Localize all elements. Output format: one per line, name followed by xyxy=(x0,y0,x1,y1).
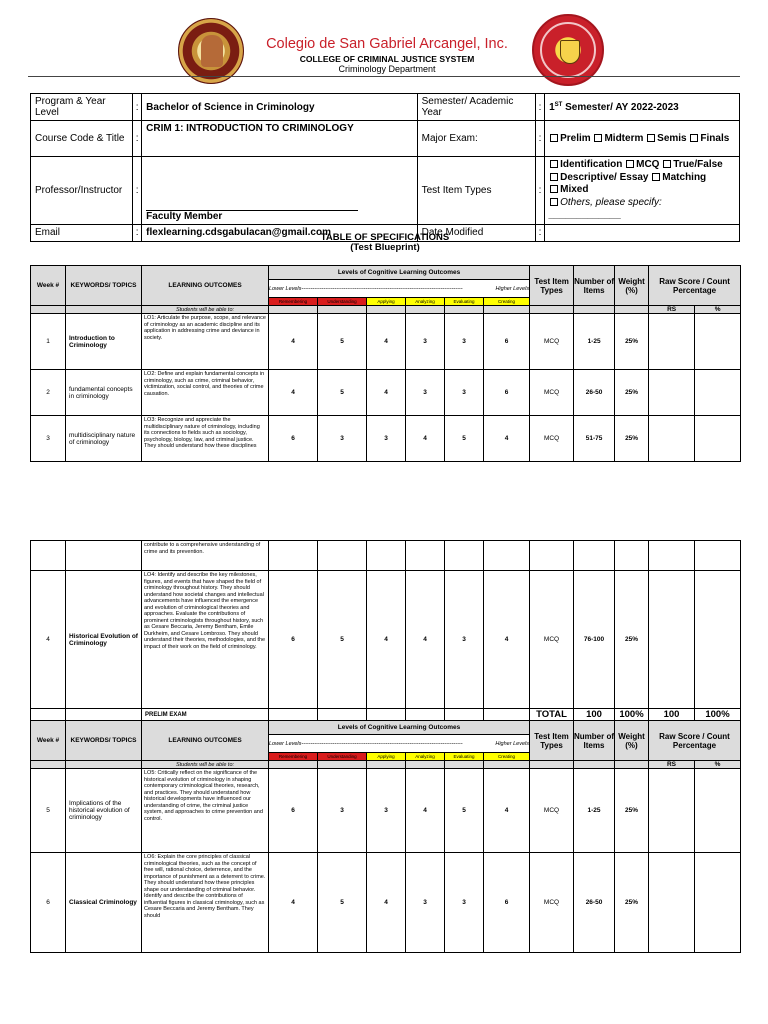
weight-cell: 25% xyxy=(615,370,649,416)
outcomes-header: LEARNING OUTCOMES xyxy=(142,266,269,306)
items-cell: 26-50 xyxy=(574,370,615,416)
level-value-cell: 5 xyxy=(318,314,367,370)
topic-cell: Implications of the historical evolution of criminology xyxy=(66,769,142,853)
items-cell xyxy=(574,541,615,571)
level-value-cell: 4 xyxy=(406,571,445,709)
rs-cell xyxy=(649,853,695,953)
total-weight: 100% xyxy=(615,709,649,721)
item-type-cell: MCQ xyxy=(530,769,574,853)
items-cell: 51-75 xyxy=(574,416,615,462)
outcome-cell: LO2: Define and explain fundamental concepts in criminology, such as crime, criminal behavior, victimization, social control, and theories of crime causation. xyxy=(142,370,269,416)
level-value-cell: 3 xyxy=(445,370,484,416)
level-value-cell: 5 xyxy=(318,370,367,416)
pct-cell xyxy=(695,769,741,853)
level-value-cell: 5 xyxy=(318,571,367,709)
rs-header: RS xyxy=(649,761,695,769)
level-value-cell: 4 xyxy=(406,769,445,853)
level-value-cell xyxy=(269,541,318,571)
week-cell: 5 xyxy=(31,769,66,853)
table-row xyxy=(31,769,741,853)
tos-table-page1 xyxy=(30,265,741,462)
outcome-cell: LO1: Articulate the purpose, scope, and relevance of criminology as an academic discipline and its application in addressing crime and deviance in society. xyxy=(142,314,269,370)
semester-value: 1ST Semester/ AY 2022-2023 xyxy=(545,94,740,121)
weight-cell: 25% xyxy=(615,571,649,709)
level-value-cell: 4 xyxy=(269,314,318,370)
outcome-cell: LO3: Recognize and appreciate the multidisciplinary nature of criminology, including its connections to fields such as sociology, psychology, biology, law, and criminal justice. They should understand how these disciplines xyxy=(142,416,269,462)
level-value-cell: 4 xyxy=(484,769,530,853)
level-understanding: Understanding xyxy=(318,753,367,761)
rs-cell xyxy=(649,541,695,571)
others-checkbox[interactable] xyxy=(550,198,558,206)
level-value-cell xyxy=(406,541,445,571)
week-cell: 4 xyxy=(31,571,66,709)
pct-header: % xyxy=(695,306,741,314)
topic-cell: Introduction to Criminology xyxy=(66,314,142,370)
course-label: Course Code & Title xyxy=(31,121,133,157)
level-value-cell: 3 xyxy=(367,416,406,462)
level-value-cell: 4 xyxy=(367,571,406,709)
pct-cell xyxy=(695,314,741,370)
item-type-cell: MCQ xyxy=(530,853,574,953)
item-types-header: Test Item Types xyxy=(530,721,574,761)
item-type-cell: MCQ xyxy=(530,416,574,462)
week-cell: 1 xyxy=(31,314,66,370)
weight-cell: 25% xyxy=(615,314,649,370)
weight-cell: 25% xyxy=(615,853,649,953)
prelim-exam-label: PRELIM EXAM xyxy=(142,709,269,721)
major-exam-label: Major Exam: xyxy=(417,121,535,157)
level-value-cell: 5 xyxy=(445,416,484,462)
rs-header: RS xyxy=(649,306,695,314)
table-row xyxy=(31,541,741,571)
item-type-cell: MCQ xyxy=(530,571,574,709)
level-value-cell: 3 xyxy=(318,769,367,853)
weight-cell: 25% xyxy=(615,416,649,462)
tos-title: TABLE OF SPECIFICATIONS (Test Blueprint) xyxy=(320,232,450,253)
level-evaluating: Evaluating xyxy=(445,753,484,761)
topic-cell: multidisciplinary nature of criminology xyxy=(66,416,142,462)
pct-cell xyxy=(695,853,741,953)
level-remembering: Remembering xyxy=(269,753,318,761)
header-row xyxy=(31,721,741,735)
levels-header: Levels of Cognitive Learning Outcomes xyxy=(269,266,530,280)
items-cell: 76-100 xyxy=(574,571,615,709)
college-seal-logo xyxy=(178,18,244,84)
level-value-cell: 4 xyxy=(269,853,318,953)
semis-checkbox[interactable] xyxy=(647,134,655,142)
level-value-cell: 4 xyxy=(269,370,318,416)
mixed-checkbox[interactable] xyxy=(550,185,558,193)
level-value-cell: 4 xyxy=(484,571,530,709)
level-evaluating: Evaluating xyxy=(445,298,484,306)
level-value-cell: 3 xyxy=(406,370,445,416)
item-type-cell: MCQ xyxy=(530,370,574,416)
level-value-cell: 3 xyxy=(445,853,484,953)
level-range xyxy=(269,735,530,753)
instructor-label: Professor/Instructor xyxy=(31,157,133,225)
level-applying: Applying xyxy=(367,753,406,761)
topic-cell: Historical Evolution of Criminology xyxy=(66,571,142,709)
level-understanding: Understanding xyxy=(318,298,367,306)
rs-cell xyxy=(649,571,695,709)
table-row xyxy=(31,416,741,462)
course-value: CRIM 1: INTRODUCTION TO CRIMINOLOGY xyxy=(142,121,417,157)
level-value-cell: 3 xyxy=(367,769,406,853)
topic-cell xyxy=(66,541,142,571)
department-name: Criminology Department xyxy=(338,64,436,74)
keywords-header: KEYWORDS/ TOPICS xyxy=(66,266,142,306)
rs-cell xyxy=(649,370,695,416)
keywords-header: KEYWORDS/ TOPICS xyxy=(66,721,142,761)
lower-levels-label: Lower Levels---------------------------------------------------------------------------------------- xyxy=(269,740,463,747)
true-false-checkbox[interactable] xyxy=(663,160,671,168)
levels-header: Levels of Cognitive Learning Outcomes xyxy=(269,721,530,735)
level-value-cell: 5 xyxy=(318,853,367,953)
finals-checkbox[interactable] xyxy=(690,134,698,142)
level-value-cell: 6 xyxy=(484,314,530,370)
level-applying: Applying xyxy=(367,298,406,306)
level-value-cell: 6 xyxy=(269,769,318,853)
table-row xyxy=(31,571,741,709)
total-pct: 100% xyxy=(695,709,741,721)
document-header xyxy=(0,0,768,80)
header-divider xyxy=(28,76,740,77)
table-row xyxy=(31,314,741,370)
item-type-cell: MCQ xyxy=(530,314,574,370)
tos-body-2 xyxy=(31,541,741,709)
raw-score-header: Raw Score / Count Percentage xyxy=(649,721,741,761)
total-rs: 100 xyxy=(649,709,695,721)
level-value-cell xyxy=(367,541,406,571)
level-value-cell: 6 xyxy=(484,370,530,416)
level-value-cell: 3 xyxy=(406,853,445,953)
num-items-header: Number of Items xyxy=(574,721,615,761)
subheader-row xyxy=(31,306,741,314)
pct-header: % xyxy=(695,761,741,769)
tos-header-1 xyxy=(31,266,741,314)
item-types-header: Test Item Types xyxy=(530,266,574,306)
semester-label: Semester/ Academic Year xyxy=(417,94,535,121)
raw-score-header: Raw Score / Count Percentage xyxy=(649,266,741,306)
week-cell xyxy=(31,541,66,571)
level-value-cell: 4 xyxy=(367,853,406,953)
level-value-cell: 6 xyxy=(269,416,318,462)
weight-header: Weight (%) xyxy=(615,266,649,306)
prelim-checkbox[interactable] xyxy=(550,134,558,142)
mcq-checkbox[interactable] xyxy=(626,160,634,168)
level-value-cell xyxy=(318,541,367,571)
college-subtitle: COLLEGE OF CRIMINAL JUSTICE SYSTEM xyxy=(299,54,475,64)
level-value-cell xyxy=(484,541,530,571)
program-value: Bachelor of Science in Criminology xyxy=(142,94,417,121)
level-value-cell: 4 xyxy=(367,370,406,416)
weight-cell: 25% xyxy=(615,769,649,853)
week-cell: 6 xyxy=(31,853,66,953)
week-cell: 3 xyxy=(31,416,66,462)
outcome-cell: LO5: Critically reflect on the significance of the historical evolution of criminology in shaping contemporary criminological theories, research, and practices. They should understand how historical developments have influenced our understanding of crime, the criminal justice system, and approaches to crime prevention and control. xyxy=(142,769,269,853)
lower-levels-label: Lower Levels---------------------------------------------------------------------------------------- xyxy=(269,285,463,292)
tos-total xyxy=(31,709,741,721)
total-row xyxy=(31,709,741,721)
level-value-cell: 3 xyxy=(318,416,367,462)
total-label: TOTAL xyxy=(530,709,574,721)
weight-cell xyxy=(615,541,649,571)
matching-checkbox[interactable] xyxy=(652,173,660,181)
items-cell: 26-50 xyxy=(574,853,615,953)
identification-checkbox[interactable] xyxy=(550,160,558,168)
rs-cell xyxy=(649,769,695,853)
weight-header: Weight (%) xyxy=(615,721,649,761)
total-items: 100 xyxy=(574,709,615,721)
outcome-cell: LO6: Explain the core principles of classical criminological theories, such as the concept of free will, rational choice, deterrence, and the importance of punishment as a deterrent to crime. They should understand how these principles shape our understanding of criminal behavior. Identify and describe the contributions of influential figures in classical criminology, such as Cesare Beccaria and Jeremy Bentham. They should xyxy=(142,853,269,953)
num-items-header: Number of Items xyxy=(574,266,615,306)
students-able-note: Students will be able to: xyxy=(142,306,269,314)
tos-body-1 xyxy=(31,314,741,462)
level-analyzing: Analyzing xyxy=(406,298,445,306)
level-value-cell xyxy=(445,541,484,571)
items-cell: 1-25 xyxy=(574,769,615,853)
major-exam-options: Prelim Midterm Semis Finals xyxy=(545,121,740,157)
subheader-row xyxy=(31,761,741,769)
email-value: flexlearning.cdsgabulacan@gmail.com xyxy=(142,224,417,241)
level-value-cell: 6 xyxy=(484,853,530,953)
pct-cell xyxy=(695,416,741,462)
tos-body-3 xyxy=(31,769,741,953)
table-row xyxy=(31,370,741,416)
level-value-cell: 4 xyxy=(367,314,406,370)
course-info-table: Program & Year Level : Bachelor of Science in Criminology Semester/ Academic Year : 1ST Semester/ AY 2022-2023 Course Code & Title : CRIM 1: INTRODUCTION TO CRIMINOLOGY Major Exam: : Prelim Midterm Semis Finals Professor/Instructor : Faculty Member Test Item Types : Identification MCQ True/False Descriptive/ Essay Matching Mixed Others, please specify: _____________ Email : flexlearning.cdsgabulacan@gmail.com Date Modified : xyxy=(30,93,740,242)
level-creating: Creating xyxy=(484,298,530,306)
level-value-cell: 4 xyxy=(406,416,445,462)
pct-cell xyxy=(695,571,741,709)
topic-cell: fundamental concepts in criminology xyxy=(66,370,142,416)
week-cell: 2 xyxy=(31,370,66,416)
level-range xyxy=(269,280,530,298)
tos-table-page2 xyxy=(30,540,741,953)
level-value-cell: 3 xyxy=(445,314,484,370)
item-type-cell xyxy=(530,541,574,571)
students-able-note: Students will be able to: xyxy=(142,761,269,769)
rs-cell xyxy=(649,416,695,462)
outcome-cell: contribute to a comprehensive understanding of crime and its prevention. xyxy=(142,541,269,571)
date-modified-label: Date Modified xyxy=(417,224,535,241)
topic-cell: Classical Criminology xyxy=(66,853,142,953)
level-value-cell: 4 xyxy=(484,416,530,462)
week-header: Week # xyxy=(31,721,66,761)
level-value-cell: 3 xyxy=(445,571,484,709)
rs-cell xyxy=(649,314,695,370)
higher-levels-label: Higher Levels xyxy=(495,740,529,747)
higher-levels-label: Higher Levels xyxy=(495,285,530,292)
instructor-value: Faculty Member xyxy=(142,157,417,225)
essay-checkbox[interactable] xyxy=(550,173,558,181)
outcomes-header: LEARNING OUTCOMES xyxy=(142,721,269,761)
items-cell: 1-25 xyxy=(574,314,615,370)
test-types-label: Test Item Types xyxy=(417,157,535,225)
level-value-cell: 5 xyxy=(445,769,484,853)
level-analyzing: Analyzing xyxy=(406,753,445,761)
level-remembering: Remembering xyxy=(269,298,318,306)
college-name: Colegio de San Gabriel Arcangel, Inc. xyxy=(266,36,508,52)
pct-cell xyxy=(695,370,741,416)
header-row xyxy=(31,266,741,280)
level-value-cell: 6 xyxy=(269,571,318,709)
outcome-cell: LO4: Identify and describe the key milestones, figures, and events that have shaped the field of criminology throughout history. They should understand how societal changes and intellectual advancements have influenced the emergence and evolution of criminological theories and approaches. Evaluate the contributions of prominent criminologists throughout history, such as Cesare Beccaria, Jeremy Bentham, Emile Durkheim, and Cesare Lombroso. They should understand their theories, methodologies, and the impact of their work on the field of criminology. xyxy=(142,571,269,709)
tos-header-2 xyxy=(31,721,741,769)
week-header: Week # xyxy=(31,266,66,306)
pct-cell xyxy=(695,541,741,571)
level-creating: Creating xyxy=(484,753,530,761)
level-value-cell: 3 xyxy=(406,314,445,370)
midterm-checkbox[interactable] xyxy=(594,134,602,142)
program-label: Program & Year Level xyxy=(31,94,133,121)
table-row xyxy=(31,853,741,953)
test-types-options: Identification MCQ True/False Descriptive/ Essay Matching Mixed Others, please specify: _____________ xyxy=(545,157,740,225)
email-label: Email xyxy=(31,224,133,241)
